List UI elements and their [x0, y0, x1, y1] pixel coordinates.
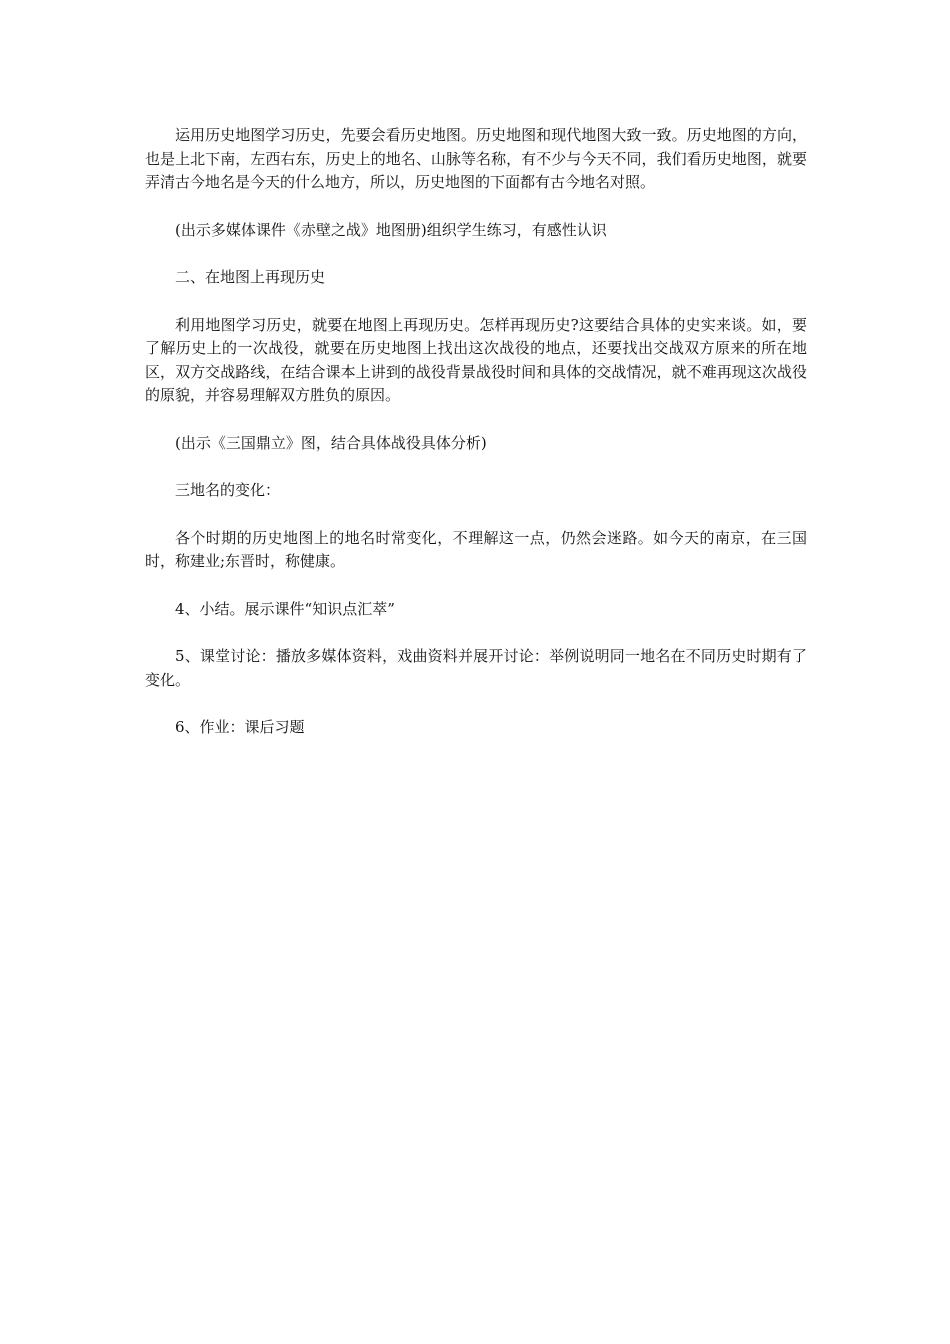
document-body: [145, 124, 807, 764]
paragraph-reproduce-history: 利用地图学习历史，就要在地图上再现历史。怎样再现历史?这要结合具体的史实来谈。如，要了解历史上的一次战役，就要在历史地图上找出这次战役的地点，还要找出交战双方原来的所在地区，双方交战路线，在结合课本上讲到的战役背景战役时间和具体的交战情况，就不难再现这次战役的原貌，并容易理解双方胜负的原因。: [145, 315, 807, 404]
paragraph-intro: 运用历史地图学习历史，先要会看历史地图。历史地图和现代地图大致一致。历史地图的方向，也是上北下南，左西右东，历史上的地名、山脉等名称，有不少与今天不同，我们看历史地图，就要弄清古今地名是今天的什么地方，所以，历史地图的下面都有古今地名对照。: [145, 126, 807, 191]
item-homework: 6、作业：课后习题: [175, 718, 305, 736]
item-discussion: 5、课堂讨论：播放多媒体资料，戏曲资料并展开讨论：举例说明同一地名在不同历史时期有了变化。: [145, 647, 807, 689]
paragraph-three-kingdoms-note: (出示《三国鼎立》图，结合具体战役具体分析): [175, 433, 487, 452]
section-heading-3: 三地名的变化：: [175, 481, 281, 499]
item-summary: 4、小结。展示课件“知识点汇萃”: [175, 599, 395, 618]
paragraph-place-names: 各个时期的历史地图上的地名时常变化，不理解这一点，仍然会迷路。如今天的南京，在三国时，称建业;东晋时，称健康。: [145, 528, 807, 570]
paragraph-courseware-note: (出示多媒体课件《赤壁之战》地图册)组织学生练习，有感性认识: [175, 220, 607, 239]
section-heading-2: 二、在地图上再现历史: [175, 268, 326, 286]
